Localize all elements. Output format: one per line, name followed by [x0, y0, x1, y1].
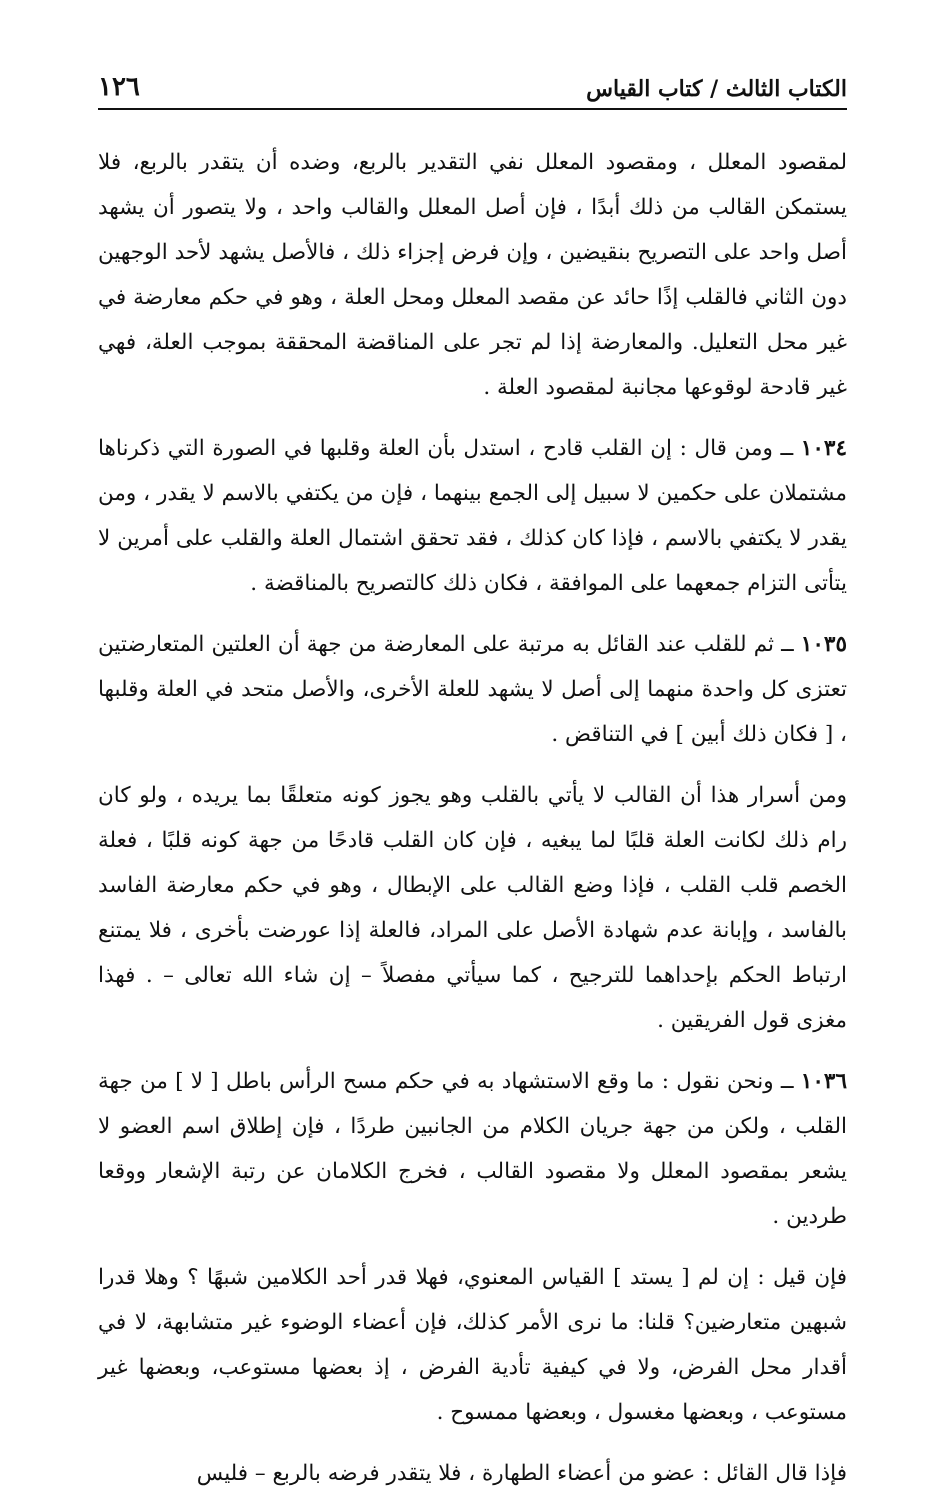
paragraph [98, 1059, 847, 1239]
paragraph-number: ١٠٣٦ [800, 1069, 847, 1094]
header-title: الكتاب الثالث / كتاب القياس [586, 76, 847, 102]
paragraph [98, 622, 847, 757]
paragraph-text: ــ ومن قال : إن القلب قادح ، استدل بأن العلة وقلبها في الصورة التي ذكرناها مشتملان على حكمين لا سبيل إلى الجمع بينهما ، فإن من يكتفي بالاسم لا يقدر ، ومن يقدر لا يكتفي بالاسم ، فإذا كان كذلك ، فقد تحقق اشتمال العلة والقلب على أمرين لا يتأتى التزام جمعهما على الموافقة ، فكان ذلك كالتصريح بالمناقضة . [98, 436, 847, 596]
paragraph-text: لمقصود المعلل ، ومقصود المعلل نفي التقدير بالربع، وضده أن يتقدر بالربع، فلا يستمكن القالب من ذلك أبدًا ، فإن أصل المعلل والقالب واحد ، ولا يتصور أن يشهد أصل واحد على التصريح بنقيضين ، وإن فرض إجزاء ذلك ، فالأصل يشهد لأحد الوجهين دون الثاني فالقلب إذًا حائد عن مقصد المعلل ومحل العلة ، وهو في حكم معارضة في غير محل التعليل. والمعارضة إذا لم تجر على المناقضة المحققة بموجب العلة، فهي غير قادحة لوقوعها مجانبة لمقصود العلة . [98, 150, 847, 400]
running-header [98, 58, 847, 110]
paragraph-number: ١٠٣٥ [800, 632, 847, 657]
paragraph [98, 1451, 847, 1496]
paragraph-number: ١٠٣٤ [800, 436, 847, 461]
paragraph [98, 140, 847, 410]
paragraph-text: ومن أسرار هذا أن القالب لا يأتي بالقلب وهو يجوز كونه متعلقًا بما يريده ، ولو كان رام ذلك لكانت العلة قلبًا لما يبغيه ، فإن كان القلب قادحًا من جهة كونه قلبًا ، فعلة الخصم قلب القلب ، فإذا وضع القالب على الإبطال ، وهو في حكم معارضة الفاسد بالفاسد ، وإبانة عدم شهادة الأصل على المراد، فالعلة إذا عورضت بأخرى ، فلا يمتنع ارتباط الحكم بإحداهما للترجيح ، كما سيأتي مفصلاً – إن شاء الله تعالى – . فهذا مغزى قول الفريقين . [98, 783, 847, 1033]
paragraph-text: ــ ونحن نقول : ما وقع الاستشهاد به في حكم مسح الرأس باطل [ لا ] من جهة القلب ، ولكن من جهة جريان الكلام من الجانبين طردًا ، فإن إطلاق اسم العضو لا يشعر بمقصود المعلل ولا مقصود القالب ، فخرج الكلامان عن رتبة الإشعار ووقعا طردين . [98, 1069, 847, 1229]
paragraph-text: فإذا قال القائل : عضو من أعضاء الطهارة ، فلا يتقدر فرضه بالربع – فليس [196, 1461, 847, 1486]
paragraph [98, 1255, 847, 1435]
paragraph-text: فإن قيل : إن لم [ يستد ] القياس المعنوي، فهلا قدر أحد الكلامين شبهًا ؟ وهلا قدرا شبهين متعارضين؟ قلنا: ما نرى الأمر كذلك، فإن أعضاء الوضوء غير متشابهة، لا في أقدار محل الفرض، ولا في كيفية تأدية الفرض ، إذ بعضها مستوعب، وبعضها غير مستوعب ، وبعضها مغسول ، وبعضها ممسوح . [98, 1265, 847, 1425]
paragraph [98, 773, 847, 1043]
paragraph-text: ــ ثم للقلب عند القائل به مرتبة على المعارضة من جهة أن العلتين المتعارضتين تعتزى كل واحدة منهما إلى أصل لا يشهد للعلة الأخرى، والأصل متحد في العلة وقلبها ، [ فكان ذلك أبين ] في التناقض . [98, 632, 847, 747]
paragraph [98, 426, 847, 606]
page-number: ١٢٦ [98, 72, 140, 102]
